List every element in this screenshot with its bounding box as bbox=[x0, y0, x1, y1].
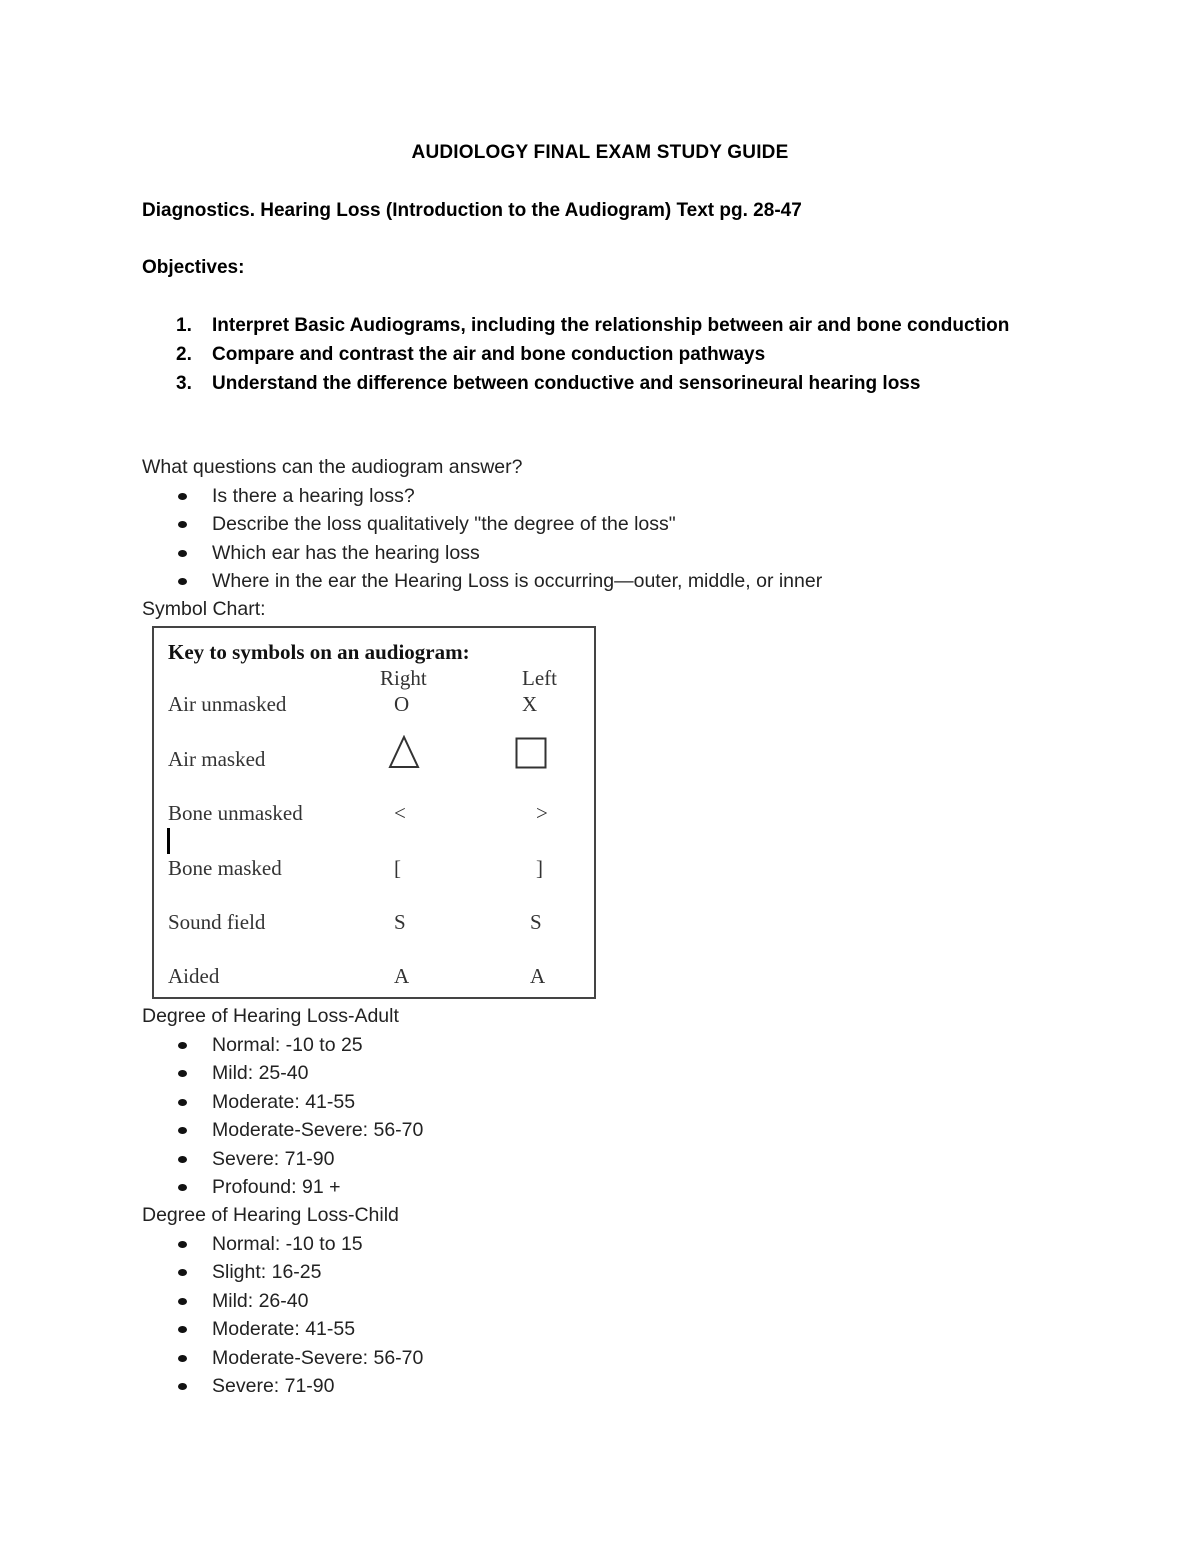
child-degree-list bbox=[142, 1230, 423, 1400]
adult-degree-label: Degree of Hearing Loss-Adult bbox=[142, 1005, 399, 1027]
left-sound-field-symbol: S bbox=[530, 910, 542, 934]
bullet-icon bbox=[178, 1156, 187, 1163]
bullet-icon bbox=[178, 578, 187, 585]
text-cursor-icon bbox=[167, 828, 170, 854]
symbol-chart-label: Symbol Chart: bbox=[142, 598, 266, 620]
list-item: Moderate: 41-55 bbox=[142, 1315, 423, 1343]
list-item: Where in the ear the Hearing Loss is occurring—outer, middle, or inner bbox=[142, 567, 822, 595]
right-sound-field-symbol: S bbox=[394, 910, 406, 934]
right-bone-unmasked-symbol: < bbox=[394, 801, 406, 825]
right-bone-masked-symbol: [ bbox=[394, 856, 401, 880]
bullet-icon bbox=[178, 1269, 187, 1276]
bullet-icon bbox=[178, 1127, 187, 1134]
adult-degree-list bbox=[142, 1031, 423, 1201]
list-item: Slight: 16-25 bbox=[142, 1258, 423, 1286]
left-aided-symbol: A bbox=[530, 964, 546, 988]
right-air-unmasked-symbol: O bbox=[394, 692, 410, 716]
bullet-icon bbox=[178, 521, 187, 528]
list-item: Profound: 91 + bbox=[142, 1173, 423, 1201]
triangle-icon bbox=[388, 735, 420, 769]
list-item: Describe the loss qualitatively "the degree of the loss" bbox=[142, 510, 822, 538]
left-bone-masked-symbol: ] bbox=[536, 856, 543, 880]
bullet-icon bbox=[178, 1184, 187, 1191]
left-air-unmasked-symbol: X bbox=[522, 692, 538, 716]
list-item: Which ear has the hearing loss bbox=[142, 539, 822, 567]
right-column-label: Right bbox=[380, 666, 427, 690]
objective-item bbox=[142, 341, 1042, 369]
square-icon bbox=[515, 737, 547, 769]
bullet-icon bbox=[178, 1099, 187, 1106]
symbol-row-label: Aided bbox=[168, 964, 220, 988]
bullet-icon bbox=[178, 493, 187, 500]
objective-item bbox=[142, 370, 1042, 398]
bullet-icon bbox=[178, 1042, 187, 1049]
objective-text: Interpret Basic Audiograms, including the relationship between air and bone conduction bbox=[212, 315, 1010, 336]
objectives-label: Objectives: bbox=[142, 257, 245, 278]
bullet-icon bbox=[178, 1241, 187, 1248]
bullet-icon bbox=[178, 1326, 187, 1333]
symbol-row-label: Bone masked bbox=[168, 856, 282, 880]
list-item: Moderate: 41-55 bbox=[142, 1088, 423, 1116]
symbol-row-label: Sound field bbox=[168, 910, 266, 934]
list-item: Mild: 25-40 bbox=[142, 1059, 423, 1087]
objective-text: Compare and contrast the air and bone conduction pathways bbox=[212, 344, 766, 365]
list-item: Severe: 71-90 bbox=[142, 1145, 423, 1173]
objective-item bbox=[142, 312, 1042, 340]
objectives-list bbox=[142, 312, 1042, 399]
bullet-icon bbox=[178, 1355, 187, 1362]
right-aided-symbol: A bbox=[394, 964, 410, 988]
objective-number: 3. bbox=[176, 373, 192, 394]
audiogram-symbol-key bbox=[152, 626, 596, 999]
bullet-icon bbox=[178, 1383, 187, 1390]
list-item: Mild: 26-40 bbox=[142, 1287, 423, 1315]
questions-label: What questions can the audiogram answer? bbox=[142, 456, 523, 478]
list-item: Moderate-Severe: 56-70 bbox=[142, 1344, 423, 1372]
symbol-row-label: Bone unmasked bbox=[168, 801, 303, 825]
list-item: Normal: -10 to 15 bbox=[142, 1230, 423, 1258]
symbol-key-title: Key to symbols on an audiogram: bbox=[168, 640, 470, 664]
symbol-row-label: Air unmasked bbox=[168, 692, 287, 716]
objective-number: 2. bbox=[176, 344, 192, 365]
left-bone-unmasked-symbol: > bbox=[536, 801, 548, 825]
section-heading: Diagnostics. Hearing Loss (Introduction to the Audiogram) Text pg. 28-47 bbox=[142, 200, 802, 221]
list-item: Moderate-Severe: 56-70 bbox=[142, 1116, 423, 1144]
list-item: Normal: -10 to 25 bbox=[142, 1031, 423, 1059]
questions-list bbox=[142, 482, 822, 596]
left-column-label: Left bbox=[522, 666, 557, 690]
child-degree-label: Degree of Hearing Loss-Child bbox=[142, 1204, 399, 1226]
bullet-icon bbox=[178, 1298, 187, 1305]
symbol-row-label: Air masked bbox=[168, 747, 266, 771]
bullet-icon bbox=[178, 550, 187, 557]
objective-number: 1. bbox=[176, 315, 192, 336]
objective-text: Understand the difference between conductive and sensorineural hearing loss bbox=[212, 373, 921, 394]
page-title: AUDIOLOGY FINAL EXAM STUDY GUIDE bbox=[411, 142, 789, 163]
list-item: Is there a hearing loss? bbox=[142, 482, 822, 510]
list-item: Severe: 71-90 bbox=[142, 1372, 423, 1400]
bullet-icon bbox=[178, 1070, 187, 1077]
